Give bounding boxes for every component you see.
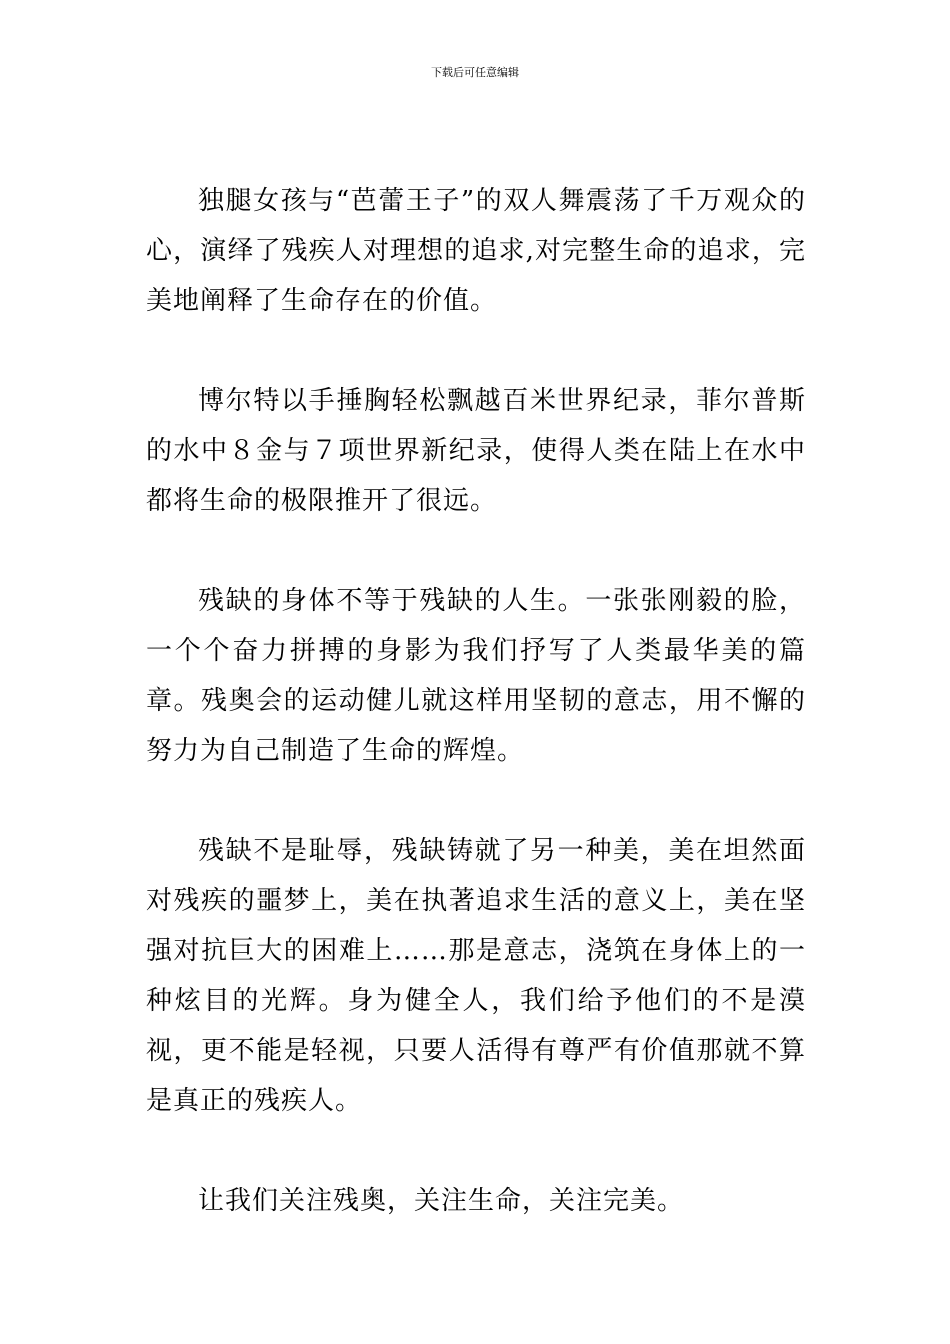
document-body [146,176,806,1226]
paragraph-1: 独腿女孩与“芭蕾王子”的双人舞震荡了千万观众的心，演绎了残疾人对理想的追求,对完整生命的追求，完美地阐释了生命存在的价值。 [146,186,806,316]
paragraph-2: 博尔特以手捶胸轻松飘越百米世界纪录，菲尔普斯的水中８金与７项世界新纪录，使得人类在陆上在水中都将生命的极限推开了很远。 [146,386,806,516]
paragraph-5: 让我们关注残奥，关注生命，关注完美。 [198,1186,685,1216]
paragraph-3: 残缺的身体不等于残缺的人生。一张张刚毅的脸，一个个奋力拼搏的身影为我们抒写了人类最华美的篇章。残奥会的运动健儿就这样用坚韧的意志，用不懈的努力为自己制造了生命的辉煌。 [146,586,806,766]
paragraph-4: 残缺不是耻辱，残缺铸就了另一种美，美在坦然面对残疾的噩梦上，美在执著追求生活的意义上，美在坚强对抗巨大的困难上……那是意志，浇筑在身体上的一种炫目的光辉。身为健全人，我们给予他们的不是漠视，更不能是轻视，只要人活得有尊严有价值那就不算是真正的残疾人。 [146,836,806,1116]
header-note: 下载后可任意编辑 [431,66,519,79]
